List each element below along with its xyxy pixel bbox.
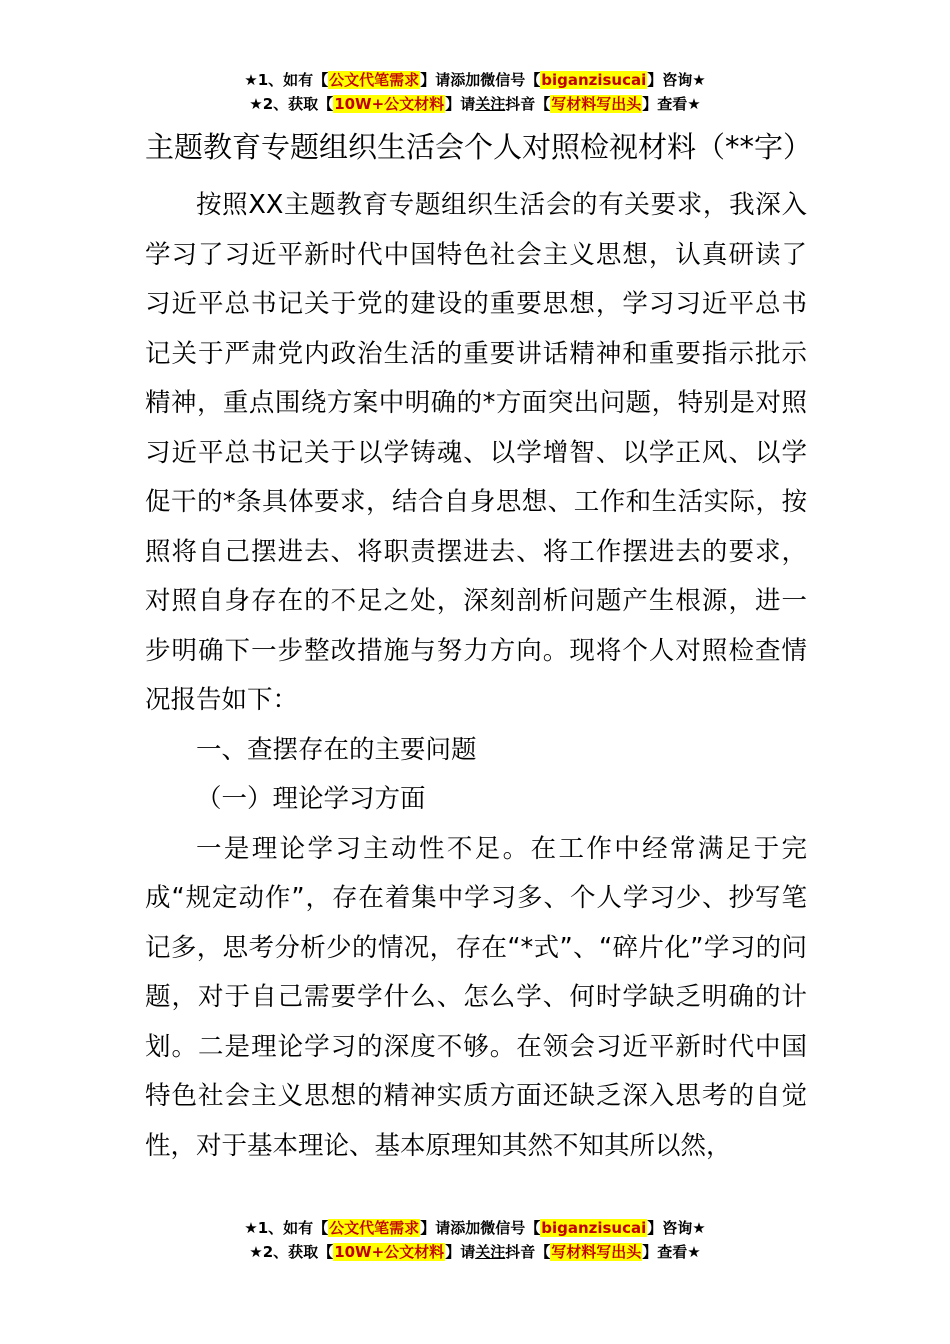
highlight-douyin-account: 写材料写出头 bbox=[551, 95, 642, 113]
promo-text: 】查看★ bbox=[642, 95, 701, 113]
promo-text-underlined: 关注 bbox=[475, 1243, 506, 1261]
promo-text: 】咨询★ bbox=[647, 71, 706, 89]
document-body bbox=[145, 124, 813, 1171]
promo-text: 】请 bbox=[445, 1243, 476, 1261]
highlight-materials: 10W+公文材料 bbox=[334, 95, 445, 113]
promo-text: 抖音【 bbox=[505, 95, 551, 113]
promo-line-1 bbox=[0, 68, 950, 92]
highlight-materials: 10W+公文材料 bbox=[334, 1243, 445, 1261]
promo-line-1 bbox=[0, 1216, 950, 1240]
section-heading-1: 一、查摆存在的主要问题 bbox=[196, 734, 477, 765]
document-title: 主题教育专题组织生活会个人对照检视材料（**字） bbox=[145, 130, 813, 164]
promo-text: ★1、如有【 bbox=[244, 71, 329, 89]
promo-text: 抖音【 bbox=[505, 1243, 551, 1261]
promo-text: 】查看★ bbox=[642, 1243, 701, 1261]
promo-text: 】咨询★ bbox=[647, 1219, 706, 1237]
promo-text: ★1、如有【 bbox=[244, 1219, 329, 1237]
promo-line-2 bbox=[0, 1240, 950, 1264]
highlight-wechat-id: biganzisucai bbox=[541, 1219, 647, 1237]
highlight-douyin-account: 写材料写出头 bbox=[551, 1243, 642, 1261]
promo-text: 】请 bbox=[445, 95, 476, 113]
highlight-service: 公文代笔需求 bbox=[329, 71, 420, 89]
promo-text: 】请添加微信号【 bbox=[420, 71, 541, 89]
promo-text: 】请添加微信号【 bbox=[420, 1219, 541, 1237]
promo-banner-bottom bbox=[0, 1216, 950, 1264]
promo-text: ★2、获取【 bbox=[249, 95, 334, 113]
promo-line-2 bbox=[0, 92, 950, 116]
highlight-wechat-id: biganzisucai bbox=[541, 71, 647, 89]
intro-paragraph: 按照XX主题教育专题组织生活会的有关要求，我深入学习了习近平新时代中国特色社会主义思想，认真研读了习近平总书记关于党的建设的重要思想，学习习近平总书记关于严肃党内政治生活的重要讲话精神和重要指示批示精神，重点围绕方案中明确的*方面突出问题，特别是对照习近平总书记关于以学铸魂、以学增智、以学正风、以学促干的*条具体要求，结合自身思想、工作和生活实际，按照将自己摆进去、将职责摆进去、将工作摆进去的要求，对照自身存在的不足之处，深刻剖析问题产生根源，进一步明确下一步整改措施与努力方向。现将个人对照检查情况报告如下： bbox=[145, 190, 807, 715]
promo-text: ★2、获取【 bbox=[249, 1243, 334, 1261]
promo-text-underlined: 关注 bbox=[475, 95, 506, 113]
subsection-heading-1: （一）理论学习方面 bbox=[196, 784, 426, 814]
body-paragraph-1: 一是理论学习主动性不足。在工作中经常满足于完成“规定动作”，存在着集中学习多、个人学习少、抄写笔记多，思考分析少的情况，存在“*式”、“碎片化”学习的问题，对于自己需要学什么、怎么学、何时学缺乏明确的计划。二是理论学习的深度不够。在领会习近平新时代中国特色社会主义思想的精神实质方面还缺乏深入思考的自觉性，对于基本理论、基本原理知其然不知其所以然， bbox=[145, 833, 807, 1161]
promo-banner-top bbox=[0, 68, 950, 116]
highlight-service: 公文代笔需求 bbox=[329, 1219, 420, 1237]
